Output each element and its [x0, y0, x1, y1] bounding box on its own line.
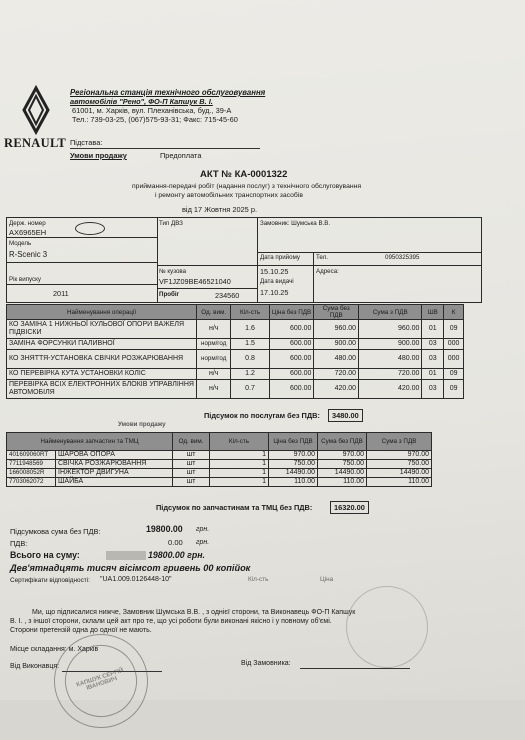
col-k: К — [444, 305, 464, 320]
mileage-value: 234560 — [215, 291, 240, 300]
part-qty: 1 — [210, 478, 269, 487]
phone-value: 0950325395 — [385, 254, 420, 261]
year-label: Рік випуску — [9, 276, 42, 283]
col-sum: Сума без ПДВ — [314, 305, 359, 320]
act-title: АКТ № КА-0001322 — [200, 169, 288, 180]
body-number-value: VF1JZ09BE46521040 — [159, 277, 231, 286]
part-code: 401609060RT — [7, 451, 56, 460]
part-unit: шт — [173, 460, 210, 469]
parts-header-row — [7, 433, 432, 451]
part-name: ІНЖЕКТОР ДВИГУНА — [56, 469, 173, 478]
part-code: 7703062072 — [7, 478, 56, 487]
act-date: від 17 Жовтня 2025 р. — [182, 205, 258, 214]
service-sum: 420.00 — [314, 380, 359, 399]
col-part-sum: Сума без ПДВ — [318, 433, 367, 451]
total-sum-value: 19800.00 грн. — [148, 550, 205, 560]
service-name: ПЕРЕВІРКА ВСІХ ЕЛЕКТРОННИХ БЛОКІВ УПРАВЛІННЯ АВТОМОБІЛЯ — [7, 380, 197, 399]
service-unit: н/ч — [197, 369, 231, 380]
service-price: 600.00 — [269, 350, 314, 369]
customer-label: Замовник: Шумська В.В. — [260, 220, 331, 227]
services-subtotal-label: Підсумок по послугам без ПДВ: — [204, 411, 320, 420]
org-subtitle: автомобілів "Рено", ФО-П Капшук В. І. — [70, 97, 213, 106]
org-name: Регіональна станція технічного обслуговування — [70, 88, 266, 97]
col-part-unit: Од. вим. — [173, 433, 210, 451]
service-qty: 0.7 — [231, 380, 269, 399]
col-part-sum-vat: Сума з ПДВ — [367, 433, 432, 451]
org-phones: Тел.: 739-03-25, (067)575-93-31; Факс: 715-45-60 — [72, 115, 238, 124]
col-sv: ШВ — [422, 305, 444, 320]
total-sum-label: Всього на суму: — [10, 550, 80, 560]
service-sv: 03 — [422, 350, 444, 369]
model-value: R-Scenic 3 — [9, 250, 48, 259]
year-value: 2011 — [53, 289, 69, 298]
issue-date-label: Дата видачі — [260, 278, 294, 285]
body-number-label: № кузова — [159, 268, 187, 275]
statement-line-1: Ми, що підписалися нижче, Замовник Шумська В.В. , з однієї сторони, та Виконавець ФО-П Капшук — [32, 609, 356, 616]
part-sum: 750.00 — [318, 460, 367, 469]
services-terms-label: Умови продажу — [118, 421, 166, 428]
col-part-price: Ціна без ПДВ — [269, 433, 318, 451]
table-row — [7, 369, 464, 380]
service-sv: 01 — [422, 369, 444, 380]
stamp-text: КАПШУК СЕРГІЙ ІВАНОВИЧ — [75, 667, 125, 692]
service-price: 600.00 — [269, 320, 314, 339]
service-k: 09 — [444, 369, 464, 380]
col-operation: Найменування операції — [7, 305, 197, 320]
service-sv: 03 — [422, 339, 444, 350]
act-subtitle-2: і ремонту автомобільних транспортних засобів — [155, 192, 303, 199]
total-no-vat-value: 19800.00 — [146, 524, 183, 534]
service-price: 600.00 — [269, 339, 314, 350]
reg-number-value: АХ6965ЕН — [9, 228, 47, 237]
service-sum-vat: 900.00 — [359, 339, 422, 350]
service-sum-vat: 960.00 — [359, 320, 422, 339]
engine-type-label: Тип ДВЗ — [159, 220, 183, 227]
col-qty: Кіл-сть — [231, 305, 269, 320]
part-code: 166008052R — [7, 469, 56, 478]
phone-label: Тел. — [316, 254, 328, 261]
issue-date-value: 17.10.25 — [260, 288, 289, 297]
service-sv: 01 — [422, 320, 444, 339]
table-row — [7, 320, 464, 339]
total-in-words: Дев'ятнадцять тисяч вісімсот гривень 00 копійок — [10, 563, 251, 573]
table-row — [7, 478, 432, 487]
service-unit: норм/год — [197, 350, 231, 369]
vat-label: ПДВ: — [10, 539, 28, 548]
part-price: 970.00 — [269, 451, 318, 460]
service-k: 09 — [444, 320, 464, 339]
table-row — [7, 451, 432, 460]
col-part-qty: Кіл-сть — [210, 433, 269, 451]
vat-value: 0.00 — [168, 538, 183, 547]
oval-mark — [75, 222, 105, 235]
organization-info — [70, 88, 265, 124]
services-subtotal-value: 3480.00 — [328, 409, 363, 422]
address-label: Адреса: — [316, 268, 339, 275]
service-name: КО ПЕРЕВІРКА КУТА УСТАНОВКИ КОЛІС — [7, 369, 197, 380]
brand-name: RENAULT — [4, 136, 67, 150]
part-sum: 970.00 — [318, 451, 367, 460]
reg-number-label: Держ. номер — [9, 220, 46, 227]
col-price: Ціна без ПДВ — [269, 305, 314, 320]
service-qty: 1.2 — [231, 369, 269, 380]
service-price: 600.00 — [269, 380, 314, 399]
services-header-row — [7, 305, 464, 320]
service-name: ЗАМІНА ФОРСУНКИ ПАЛИВНОЇ — [7, 339, 197, 350]
table-row — [7, 469, 432, 478]
redacted-block — [106, 551, 146, 560]
service-k: 000 — [444, 339, 464, 350]
service-sum-vat: 720.00 — [359, 369, 422, 380]
part-sum: 110.00 — [318, 478, 367, 487]
service-sum: 900.00 — [314, 339, 359, 350]
part-name: СВІЧКА РОЗЖАРЮВАННЯ — [56, 460, 173, 469]
service-sum-vat: 480.00 — [359, 350, 422, 369]
mileage-label: Пробіг — [159, 291, 180, 298]
accept-date-value: 15.10.25 — [260, 267, 289, 276]
service-name: КО ЗАМІНА 1 НИЖНЬОЇ КУЛЬОВОЇ ОПОРИ ВАЖЕЛЯ ПІДВІСКИ — [7, 320, 197, 339]
part-sum-vat: 970.00 — [367, 451, 432, 460]
customer-signature-label: Від Замовника: — [241, 660, 291, 667]
part-sum: 14490.00 — [318, 469, 367, 478]
certificates-label: Сертифікати відповідності: — [10, 577, 90, 584]
vehicle-info-table — [6, 217, 482, 303]
part-name: ШАРОВА ОПОРА — [56, 451, 173, 460]
parts-subtotal-value: 16320.00 — [330, 501, 369, 514]
service-qty: 1.5 — [231, 339, 269, 350]
part-unit: шт — [173, 451, 210, 460]
part-code: 7711948569 — [7, 460, 56, 469]
part-sum-vat: 750.00 — [367, 460, 432, 469]
part-unit: шт — [173, 478, 210, 487]
act-subtitle-1: приймання-передачі робіт (надання послуг) з технічного обслуговування — [132, 183, 362, 190]
service-unit: н/ч — [197, 320, 231, 339]
table-row — [7, 350, 464, 369]
col-sum-vat: Сума з ПДВ — [359, 305, 422, 320]
part-qty: 1 — [210, 460, 269, 469]
certificates-value: "UA1.009.0126448-10" — [100, 576, 172, 583]
statement-line-2: В. І. , з іншої сторони, склали цей акт про те, що усі роботи були виконані якісно і у повному об'ємі. — [10, 618, 332, 625]
faded-stamp — [346, 586, 428, 668]
service-k: 000 — [444, 350, 464, 369]
part-price: 750.00 — [269, 460, 318, 469]
ghost-price: Ціна — [320, 576, 334, 583]
service-price: 600.00 — [269, 369, 314, 380]
part-qty: 1 — [210, 469, 269, 478]
table-row — [7, 339, 464, 350]
part-price: 110.00 — [269, 478, 318, 487]
service-unit: н/ч — [197, 380, 231, 399]
part-name: ШАЙБА — [56, 478, 173, 487]
statement-line-3: Сторони претензій одна до одної не мають. — [10, 627, 152, 634]
company-stamp — [42, 622, 160, 740]
services-table — [6, 304, 464, 399]
basis-label: Підстава: — [70, 138, 103, 147]
total-no-vat-label: Підсумкова сума без ПДВ: — [10, 527, 101, 536]
ghost-qty: Кіл-сть — [248, 576, 269, 583]
table-row — [7, 460, 432, 469]
part-sum-vat: 14490.00 — [367, 469, 432, 478]
parts-table — [6, 432, 432, 487]
service-sum: 720.00 — [314, 369, 359, 380]
terms-label: Умови продажу — [70, 151, 127, 160]
service-k: 09 — [444, 380, 464, 399]
part-qty: 1 — [210, 451, 269, 460]
service-sv: 03 — [422, 380, 444, 399]
service-sum-vat: 420.00 — [359, 380, 422, 399]
part-unit: шт — [173, 469, 210, 478]
vat-currency: грн. — [196, 539, 210, 546]
service-qty: 0.8 — [231, 350, 269, 369]
table-row — [7, 380, 464, 399]
service-name: КО ЗНЯТТЯ-УСТАНОВКА СВІЧКИ РОЗЖАРЮВАННЯ — [7, 350, 197, 369]
part-sum-vat: 110.00 — [367, 478, 432, 487]
parts-subtotal-label: Підсумок по запчастинам та ТМЦ без ПДВ: — [156, 503, 313, 512]
place-label: Місце складання: м. Харків — [10, 646, 99, 653]
service-sum: 480.00 — [314, 350, 359, 369]
col-part-name: Найменування запчастин та ТМЦ — [7, 433, 173, 451]
col-unit: Од. вим. — [197, 305, 231, 320]
org-address: 61001, м. Харків, вул. Плеханівська, буд., 39-А — [72, 106, 232, 115]
executor-label: Від Виконавця: — [10, 663, 60, 670]
renault-logo — [6, 84, 66, 154]
model-label: Модель — [9, 240, 32, 247]
service-qty: 1.6 — [231, 320, 269, 339]
terms-value: Предоплата — [160, 151, 202, 160]
total-no-vat-currency: грн. — [196, 526, 210, 533]
service-sum: 960.00 — [314, 320, 359, 339]
accept-date-label: Дата прийому — [260, 254, 300, 261]
part-price: 14490.00 — [269, 469, 318, 478]
service-unit: норм/год — [197, 339, 231, 350]
